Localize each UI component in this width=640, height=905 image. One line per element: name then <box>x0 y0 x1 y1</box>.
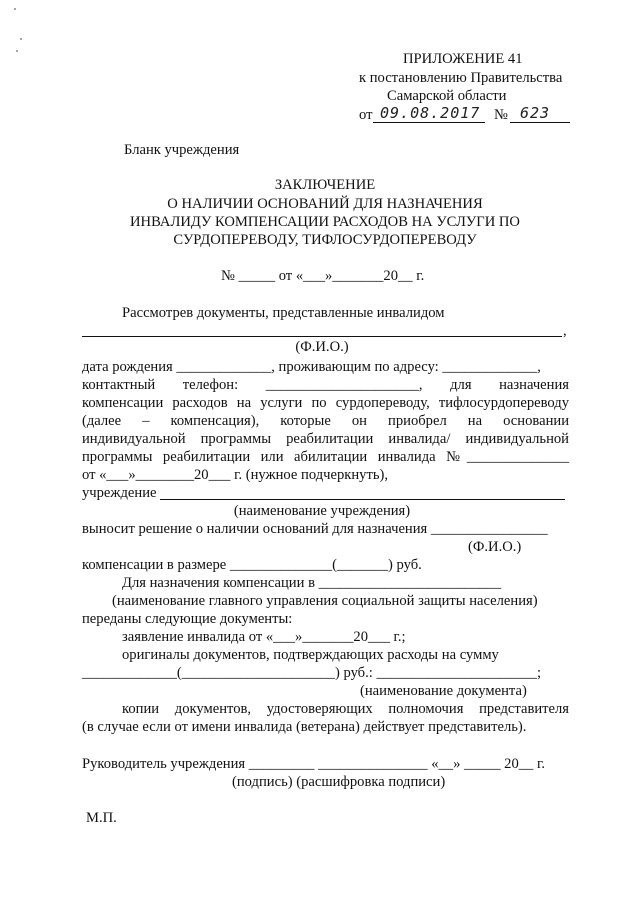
document-title-line-3: ИНВАЛИДУ КОМПЕНСАЦИИ РАСХОДОВ НА УСЛУГИ ПО <box>130 214 520 230</box>
reviewed-text: Рассмотрев документы, представленные инвалидом <box>122 305 445 321</box>
applicant-name-line <box>82 336 562 337</box>
appendix-date-underline <box>373 122 485 123</box>
signature-line: Руководитель учреждения _________ _______________ «__» _____ 20__ г. <box>82 756 545 772</box>
institution-form-label: Бланк учреждения <box>124 142 240 158</box>
compensation-line-1: компенсации расходов на услуги по сурдопереводу, тифлосурдопереводу <box>82 395 569 411</box>
appendix-title: ПРИЛОЖЕНИЕ 41 <box>403 51 523 67</box>
document-title-line-2: О НАЛИЧИИ ОСНОВАНИЙ ДЛЯ НАЗНАЧЕНИЯ <box>167 196 483 212</box>
compensation-line-4: программы реабилитации или абилитации инвалида №______________ <box>82 449 569 465</box>
document-item-originals: оригиналы документов, подтверждающих расходы на сумму <box>122 647 499 663</box>
appendix-number-underline <box>510 122 570 123</box>
document-item-copies-note: (в случае если от имени инвалида (ветерана) действует представитель). <box>82 719 527 735</box>
document-title-line-4: СУРДОПЕРЕВОДУ, ТИФЛОСУРДОПЕРЕВОДУ <box>173 232 477 248</box>
amount-line: компенсации в размере ______________(_______) руб. <box>82 557 422 573</box>
decision-fio-caption: (Ф.И.О.) <box>468 539 522 555</box>
appendix-line-2: Самарской области <box>387 88 507 104</box>
document-item-originals-sum: _____________(_____________________) руб.: ______________________; <box>82 665 542 681</box>
birth-date-line: дата рождения _____________, проживающим по адресу: _____________, <box>82 359 541 375</box>
document-name-caption: (наименование документа) <box>360 683 527 699</box>
document-item-application: заявление инвалида от «___»_______20___ г.; <box>122 629 406 645</box>
stamp-placeholder: М.П. <box>86 810 117 826</box>
scan-speck <box>20 38 22 40</box>
institution-caption: (наименование учреждения) <box>233 503 411 519</box>
institution-line-blank <box>160 499 565 500</box>
decision-line: выносит решение о наличии оснований для назначения ________________ <box>82 521 548 537</box>
scan-speck <box>14 8 16 10</box>
compensation-line-3: индивидуальной программы реабилитации инвалида/ индивидуальной <box>82 431 569 447</box>
signature-caption: (подпись) (расшифровка подписи) <box>232 774 446 790</box>
appendix-number-value: 623 <box>520 104 551 122</box>
document-title: ЗАКЛЮЧЕНИЕ <box>274 177 376 193</box>
applicant-name-comma: , <box>563 323 567 339</box>
phone-line: контактный телефон: _____________________, для назначения <box>82 377 569 393</box>
document-number-line: № _____ от «___»_______20__ г. <box>221 268 425 284</box>
fio-caption: (Ф.И.О.) <box>295 339 349 355</box>
appendix-date-value: 09.08.2017 <box>380 104 481 122</box>
program-date-line: от «___»________20___ г. (нужное подчеркнуть), <box>82 467 388 483</box>
appendix-date-prefix: от <box>359 107 373 123</box>
document-item-copies: копии документов, удостоверяющих полномочия представителя <box>122 701 569 717</box>
institution-line-label: учреждение <box>82 485 157 501</box>
appendix-number-prefix: № <box>494 107 508 123</box>
transferred-documents-line: переданы следующие документы: <box>82 611 293 627</box>
appendix-line-1: к постановлению Правительства <box>359 70 563 86</box>
scan-speck <box>16 50 18 52</box>
compensation-line-2: (далее – компенсация), которые он приобрел на основании <box>82 413 569 429</box>
assignment-line: Для назначения компенсации в _________________________ <box>122 575 502 591</box>
assignment-caption: (наименование главного управления социальной защиты населения) <box>112 593 538 609</box>
